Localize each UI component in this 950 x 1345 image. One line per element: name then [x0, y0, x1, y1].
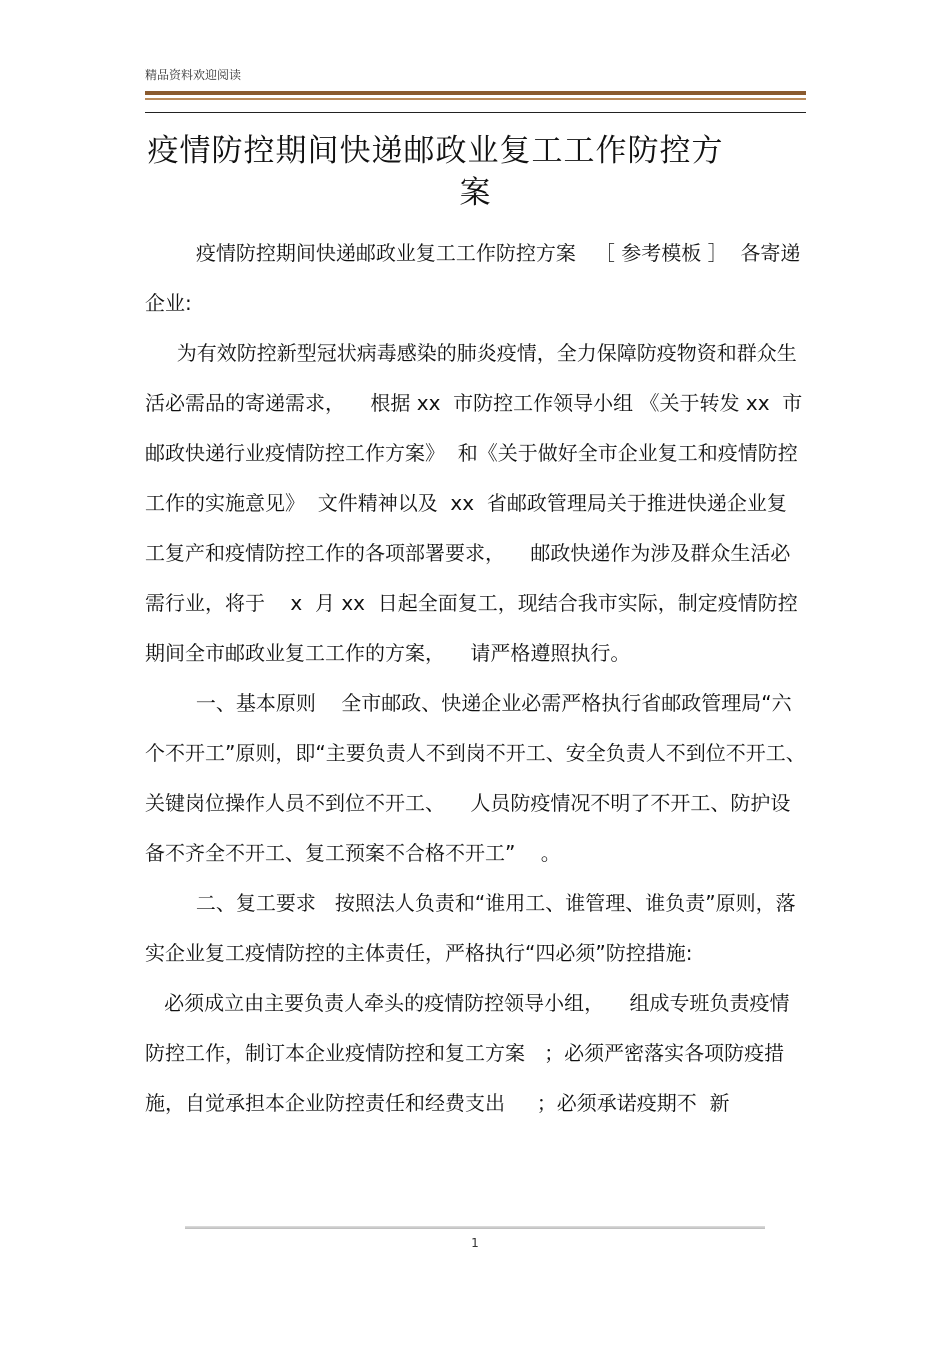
paragraph-principles: 一、基本原则 全市邮政、快递企业必需严格执行省邮政管理局“六个不开工”原则，即“主要负责人不到岗不开工、安全负责人不到位不开工、 关键岗位操作人员不到位不开工、 人员防疫情况不明了不开工、防护设备不齐全不开工、复工预案不合格不开工” 。	[145, 691, 813, 865]
title-line-2: 案	[459, 175, 492, 211]
footer-rule	[185, 1226, 765, 1229]
document-title	[145, 130, 806, 214]
page-number: 1	[471, 1236, 479, 1250]
header-rule-thin	[145, 98, 806, 100]
header-rule-black	[145, 112, 806, 113]
header-text: 精品资料欢迎阅读	[145, 68, 242, 82]
title-line-1: 疫情防控期间快递邮政业复工工作防控方	[147, 133, 724, 169]
paragraph-measures: 必须成立由主要负责人牵头的疫情防控领导小组， 组成专班负责疫情防控工作，制订本企业疫情防控和复工方案 ；必须严密落实各项防疫措施，自觉承担本企业防控责任和经费支出 ；必须承诺疫期不 新	[145, 991, 790, 1115]
document-body	[145, 228, 813, 1128]
paragraph-intro: 疫情防控期间快递邮政业复工工作防控方案 ［ 参考模板 ］ 各寄递企业:	[145, 241, 801, 315]
paragraph-requirements: 二、复工要求 按照法人负责和“谁用工、谁管理、谁负责”原则，落实企业复工疫情防控的主体责任，严格执行“四必须”防控措施:	[145, 891, 796, 965]
paragraph-purpose: 为有效防控新型冠状病毒感染的肺炎疫情，全力保障防疫物资和群众生活必需品的寄递需求， 根据 xx 市防控工作领导小组 《关于转发 xx 市邮政快递行业疫情防控工作方案》 和《关于做好全市企业复工和疫情防控工作的实施意见》 文件精神以及 xx 省邮政管理局关于推进快递企业复工复产和疫情防控工作的各项部署要求， 邮政快递作为涉及群众生活必需行业，将于 x 月 xx 日起全面复工，现结合我市实际，制定疫情防控期间全市邮政业复工工作的方案， 请严格遵照执行。	[145, 341, 803, 665]
header-rule-thick	[145, 91, 806, 95]
